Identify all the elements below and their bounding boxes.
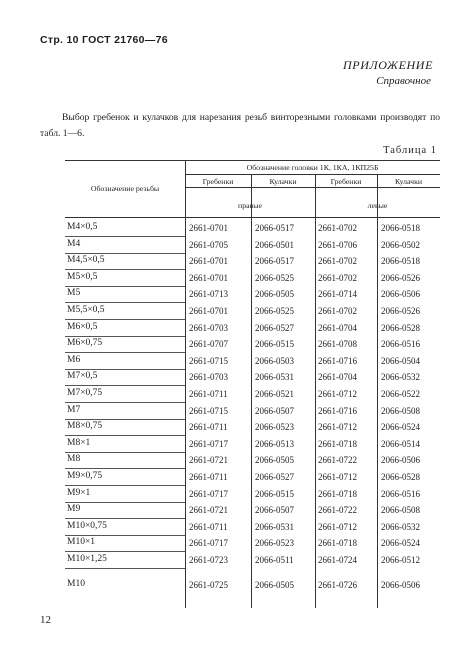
code-cell-l-cam: 2066-0514 [381, 438, 420, 449]
code-cell-r-cam: 2066-0517 [255, 256, 294, 267]
col-right-combs: Гребенки [202, 177, 234, 186]
code-cell-r-cam: 2066-0527 [255, 322, 294, 333]
thread-designation: М7×0,5 [67, 371, 98, 382]
thread-designation: М7 [67, 404, 81, 415]
thread-designation: М9×0,75 [67, 471, 103, 481]
code-cell-l-comb: 2661-0704 [318, 322, 357, 333]
table-top-border [65, 160, 440, 161]
code-cell-l-cam: 2066-0526 [381, 306, 420, 316]
code-cell-r-comb: 2661-0723 [189, 555, 228, 565]
code-cell-l-comb: 2661-0702 [318, 272, 357, 283]
row-underline [65, 352, 185, 353]
thread-designation: М4,5×0,5 [67, 255, 105, 266]
code-cell-l-comb: 2661-0718 [318, 538, 357, 549]
code-cell-l-comb: 2661-0712 [318, 389, 357, 399]
code-cell-r-cam: 2066-0511 [255, 555, 294, 565]
code-cell-r-comb: 2661-0711 [189, 422, 228, 433]
code-cell-l-cam: 2066-0502 [381, 239, 420, 250]
code-cell-r-comb: 2661-0717 [189, 438, 228, 449]
code-cell-r-cam: 2066-0531 [255, 372, 294, 383]
code-cell-r-comb: 2661-0701 [189, 223, 228, 233]
code-cell-l-cam: 2066-0524 [381, 422, 420, 433]
row-header-label: Обозначение резьбы [90, 184, 160, 193]
code-cell-l-comb: 2661-0706 [318, 239, 357, 250]
code-cell-r-comb: 2661-0707 [189, 339, 228, 350]
code-cell-r-comb: 2661-0721 [189, 505, 228, 516]
code-cell-r-cam: 2066-0505 [255, 289, 294, 300]
col-left-cams: Кулачки [394, 177, 423, 186]
code-cell-r-cam: 2066-0507 [255, 505, 294, 516]
code-cell-r-comb: 2661-0701 [189, 272, 228, 283]
code-cell-l-cam: 2066-0532 [381, 521, 420, 532]
code-cell-l-comb: 2661-0702 [318, 306, 357, 316]
code-cell-l-cam: 2066-0516 [381, 339, 420, 350]
header-group-label: Обозначение головки 1К, 1КА, 1КП25Б [246, 163, 379, 172]
code-cell-l-cam: 2066-0532 [381, 372, 420, 383]
row-underline [65, 568, 185, 569]
row-underline [65, 269, 185, 270]
code-cell-l-comb: 2661-0712 [318, 472, 357, 482]
code-cell-r-comb: 2661-0705 [189, 239, 228, 250]
code-cell-l-cam: 2066-0508 [381, 505, 420, 516]
code-cell-r-cam: 2066-0507 [255, 405, 294, 416]
code-cell-r-cam: 2066-0525 [255, 306, 294, 316]
thread-designation: М4×0,5 [67, 222, 98, 232]
thread-designation: М6×0,75 [67, 338, 103, 349]
code-cell-r-cam: 2066-0505 [255, 455, 294, 466]
code-cell-r-cam: 2066-0505 [255, 579, 294, 590]
code-cell-l-comb: 2661-0708 [318, 339, 357, 350]
code-cell-l-cam: 2066-0526 [381, 272, 420, 283]
col-divider-3 [315, 174, 316, 608]
code-cell-r-comb: 2661-0713 [189, 289, 228, 300]
thread-designation: М6 [67, 354, 81, 365]
row-underline [65, 518, 185, 519]
code-cell-l-cam: 2066-0512 [381, 555, 420, 565]
thread-designation: М6×0,5 [67, 321, 98, 332]
code-cell-l-comb: 2661-0718 [318, 488, 357, 499]
thread-designation: М8 [67, 454, 81, 465]
code-cell-r-comb: 2661-0703 [189, 322, 228, 333]
row-underline [65, 253, 185, 254]
page-header: Стр. 10 ГОСТ 21760—76 [40, 34, 168, 46]
code-cell-l-cam: 2066-0508 [381, 405, 420, 416]
code-cell-l-comb: 2661-0716 [318, 355, 357, 366]
code-cell-r-cam: 2066-0527 [255, 472, 294, 482]
row-underline [65, 319, 185, 320]
row-underline [65, 236, 185, 237]
code-cell-r-cam: 2066-0501 [255, 239, 294, 250]
right-hand-label: правые [238, 201, 262, 210]
group-header-divider [185, 174, 440, 175]
code-cell-r-comb: 2661-0725 [189, 579, 228, 590]
appendix-title: ПРИЛОЖЕНИЕ [343, 58, 433, 72]
code-cell-r-cam: 2066-0531 [255, 521, 294, 532]
row-underline [65, 402, 185, 403]
code-cell-r-cam: 2066-0523 [255, 422, 294, 433]
col-divider-4 [377, 174, 378, 608]
thread-designation: М9×1 [67, 487, 91, 498]
code-cell-r-comb: 2661-0721 [189, 455, 228, 466]
code-cell-l-comb: 2661-0702 [318, 256, 357, 267]
page-number: 12 [40, 614, 51, 626]
row-underline [65, 286, 185, 287]
code-cell-r-cam: 2066-0503 [255, 355, 294, 366]
left-hand-label: левые [367, 201, 388, 210]
col-divider-2 [251, 174, 252, 608]
intro-paragraph: Выбор гребенок и кулачков для нарезания резьб винторезными головками производят по табл. 1—6. [40, 112, 440, 139]
header-bottom-border [65, 217, 440, 218]
code-cell-l-cam: 2066-0528 [381, 322, 420, 333]
col-left-combs: Гребенки [330, 177, 362, 186]
thread-designation: М9 [67, 504, 81, 515]
code-cell-l-cam: 2066-0506 [381, 289, 420, 300]
row-underline [65, 551, 185, 552]
code-cell-l-comb: 2661-0712 [318, 422, 357, 433]
code-cell-l-comb: 2661-0704 [318, 372, 357, 383]
code-cell-r-cam: 2066-0515 [255, 488, 294, 499]
code-cell-l-cam: 2066-0518 [381, 256, 420, 267]
code-cell-r-cam: 2066-0517 [255, 223, 294, 233]
code-cell-l-comb: 2661-0702 [318, 223, 357, 233]
table-caption: Таблица 1 [383, 145, 437, 156]
code-cell-r-cam: 2066-0523 [255, 538, 294, 549]
row-underline [65, 302, 185, 303]
thread-designation: М8×0,75 [67, 421, 103, 432]
code-cell-l-cam: 2066-0528 [381, 472, 420, 482]
code-cell-r-comb: 2661-0715 [189, 405, 228, 416]
row-underline [65, 336, 185, 337]
code-cell-l-cam: 2066-0516 [381, 488, 420, 499]
appendix-subtitle: Справочное [376, 75, 431, 87]
code-cell-l-comb: 2661-0722 [318, 505, 357, 516]
code-cell-l-comb: 2661-0716 [318, 405, 357, 416]
code-cell-l-cam: 2066-0524 [381, 538, 420, 549]
thread-designation: М10×1,25 [67, 554, 107, 564]
thread-designation: М10×0,75 [67, 520, 107, 531]
code-cell-r-cam: 2066-0513 [255, 438, 294, 449]
code-cell-l-cam: 2066-0506 [381, 455, 420, 466]
thread-tools-table [65, 160, 440, 608]
thread-designation: М5,5×0,5 [67, 305, 105, 315]
row-underline [65, 419, 185, 420]
code-cell-l-comb: 2661-0722 [318, 455, 357, 466]
thread-designation: М10×1 [67, 537, 96, 548]
subheader-divider [185, 187, 440, 188]
code-cell-l-cam: 2066-0518 [381, 223, 420, 233]
row-underline [65, 535, 185, 536]
code-cell-l-comb: 2661-0714 [318, 289, 357, 300]
code-cell-r-comb: 2661-0711 [189, 472, 228, 482]
code-cell-l-comb: 2661-0726 [318, 579, 357, 590]
code-cell-r-cam: 2066-0515 [255, 339, 294, 350]
row-underline [65, 485, 185, 486]
thread-designation: М4 [67, 238, 81, 249]
row-underline [65, 468, 185, 469]
code-cell-r-comb: 2661-0701 [189, 306, 228, 316]
row-underline [65, 435, 185, 436]
thread-designation: М8×1 [67, 437, 91, 448]
row-underline [65, 502, 185, 503]
row-underline [65, 369, 185, 370]
code-cell-r-comb: 2661-0711 [189, 521, 228, 532]
code-cell-l-cam: 2066-0522 [381, 389, 420, 399]
code-cell-l-cam: 2066-0504 [381, 355, 420, 366]
code-cell-r-comb: 2661-0715 [189, 355, 228, 366]
row-underline [65, 452, 185, 453]
code-cell-r-comb: 2661-0717 [189, 488, 228, 499]
code-cell-r-comb: 2661-0703 [189, 372, 228, 383]
row-underline [65, 385, 185, 386]
code-cell-r-comb: 2661-0711 [189, 389, 228, 399]
code-cell-l-comb: 2661-0712 [318, 521, 357, 532]
thread-designation: М5 [67, 288, 81, 299]
code-cell-r-cam: 2066-0521 [255, 389, 294, 399]
col-right-cams: Кулачки [269, 177, 297, 186]
code-cell-l-comb: 2661-0724 [318, 555, 357, 565]
code-cell-r-cam: 2066-0525 [255, 272, 294, 283]
thread-designation: М10 [67, 578, 85, 589]
code-cell-r-comb: 2661-0701 [189, 256, 228, 267]
thread-designation: М7×0,75 [67, 388, 103, 398]
code-cell-l-comb: 2661-0718 [318, 438, 357, 449]
thread-designation: М5×0,5 [67, 271, 98, 282]
col-divider-1 [185, 160, 186, 608]
code-cell-r-comb: 2661-0717 [189, 538, 228, 549]
code-cell-l-cam: 2066-0506 [381, 579, 420, 590]
